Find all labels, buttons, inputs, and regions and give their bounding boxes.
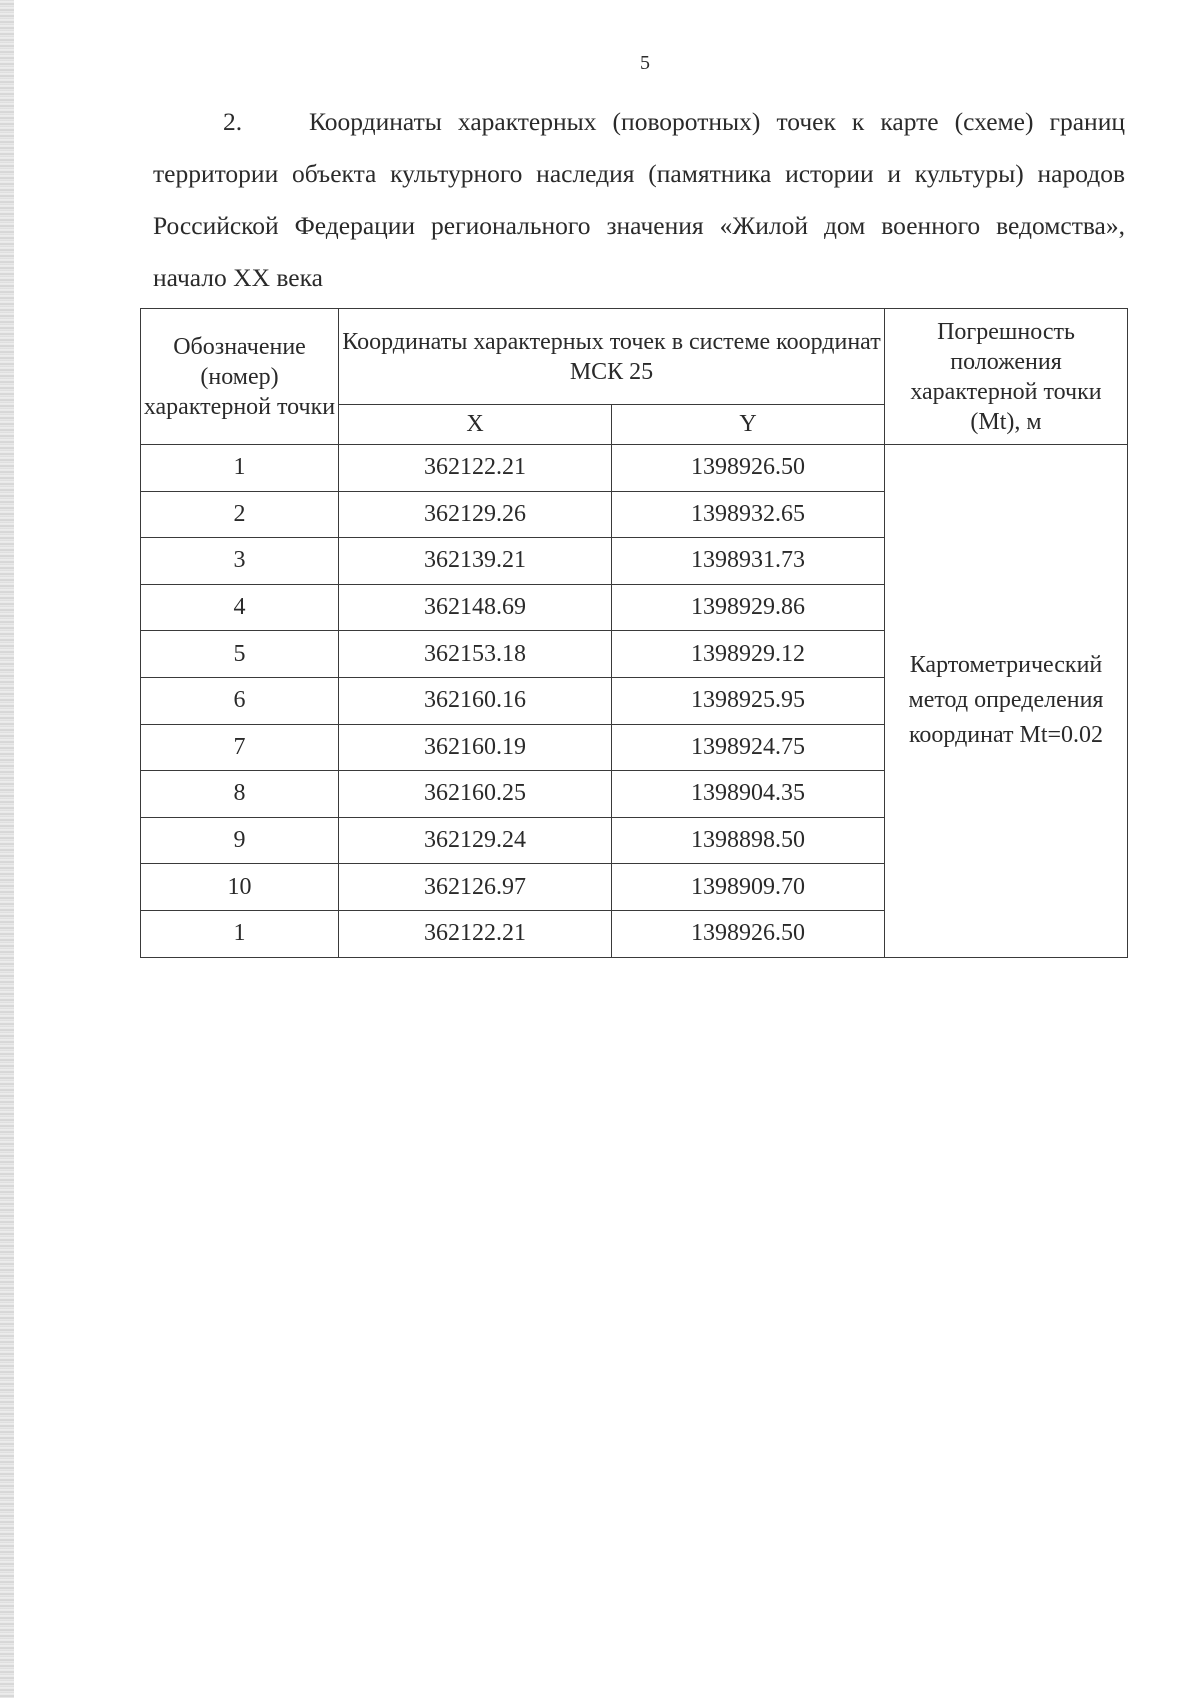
table-row — [141, 445, 1128, 492]
page-number: 5 — [640, 52, 650, 74]
point-cell: 1 — [141, 445, 339, 492]
header-x: X — [339, 405, 612, 445]
header-designation: Обозначение (номер) характерной точки — [141, 309, 339, 445]
x-cell: 362129.26 — [339, 491, 612, 538]
point-cell: 4 — [141, 584, 339, 631]
y-cell: 1398904.35 — [612, 771, 885, 818]
x-cell: 362122.21 — [339, 445, 612, 492]
coordinates-table — [140, 308, 1128, 958]
scan-edge — [0, 0, 14, 1698]
y-cell: 1398925.95 — [612, 677, 885, 724]
point-cell: 3 — [141, 538, 339, 585]
section-number: 2. — [223, 107, 243, 136]
point-cell: 6 — [141, 677, 339, 724]
x-cell: 362126.97 — [339, 864, 612, 911]
header-error: Погрешность положения характерной точки (Mt), м — [885, 309, 1128, 445]
header-coordinates: Координаты характерных точек в системе координат МСК 25 — [339, 309, 885, 405]
y-cell: 1398931.73 — [612, 538, 885, 585]
header-y: Y — [612, 405, 885, 445]
x-cell: 362160.19 — [339, 724, 612, 771]
point-cell: 1 — [141, 910, 339, 957]
section-heading — [153, 96, 1125, 304]
point-cell: 5 — [141, 631, 339, 678]
point-cell: 7 — [141, 724, 339, 771]
error-note: Картометрический метод определения координат Mt=0.02 — [908, 652, 1104, 749]
point-cell: 2 — [141, 491, 339, 538]
x-cell: 362160.25 — [339, 771, 612, 818]
x-cell: 362129.24 — [339, 817, 612, 864]
error-note-cell — [885, 445, 1128, 958]
x-cell: 362148.69 — [339, 584, 612, 631]
y-cell: 1398926.50 — [612, 910, 885, 957]
point-cell: 10 — [141, 864, 339, 911]
x-cell: 362160.16 — [339, 677, 612, 724]
y-cell: 1398929.86 — [612, 584, 885, 631]
section-heading-text: Координаты характерных (поворотных) точек к карте (схеме) границ территории объекта культурного наследия (памятника истории и культуры) народов Российской Федерации регионального значения «Жилой дом военного ведомства», начало XX века — [153, 107, 1125, 292]
y-cell: 1398932.65 — [612, 491, 885, 538]
y-cell: 1398898.50 — [612, 817, 885, 864]
point-cell: 8 — [141, 771, 339, 818]
y-cell: 1398926.50 — [612, 445, 885, 492]
x-cell: 362153.18 — [339, 631, 612, 678]
y-cell: 1398924.75 — [612, 724, 885, 771]
point-cell: 9 — [141, 817, 339, 864]
x-cell: 362139.21 — [339, 538, 612, 585]
x-cell: 362122.21 — [339, 910, 612, 957]
y-cell: 1398929.12 — [612, 631, 885, 678]
y-cell: 1398909.70 — [612, 864, 885, 911]
